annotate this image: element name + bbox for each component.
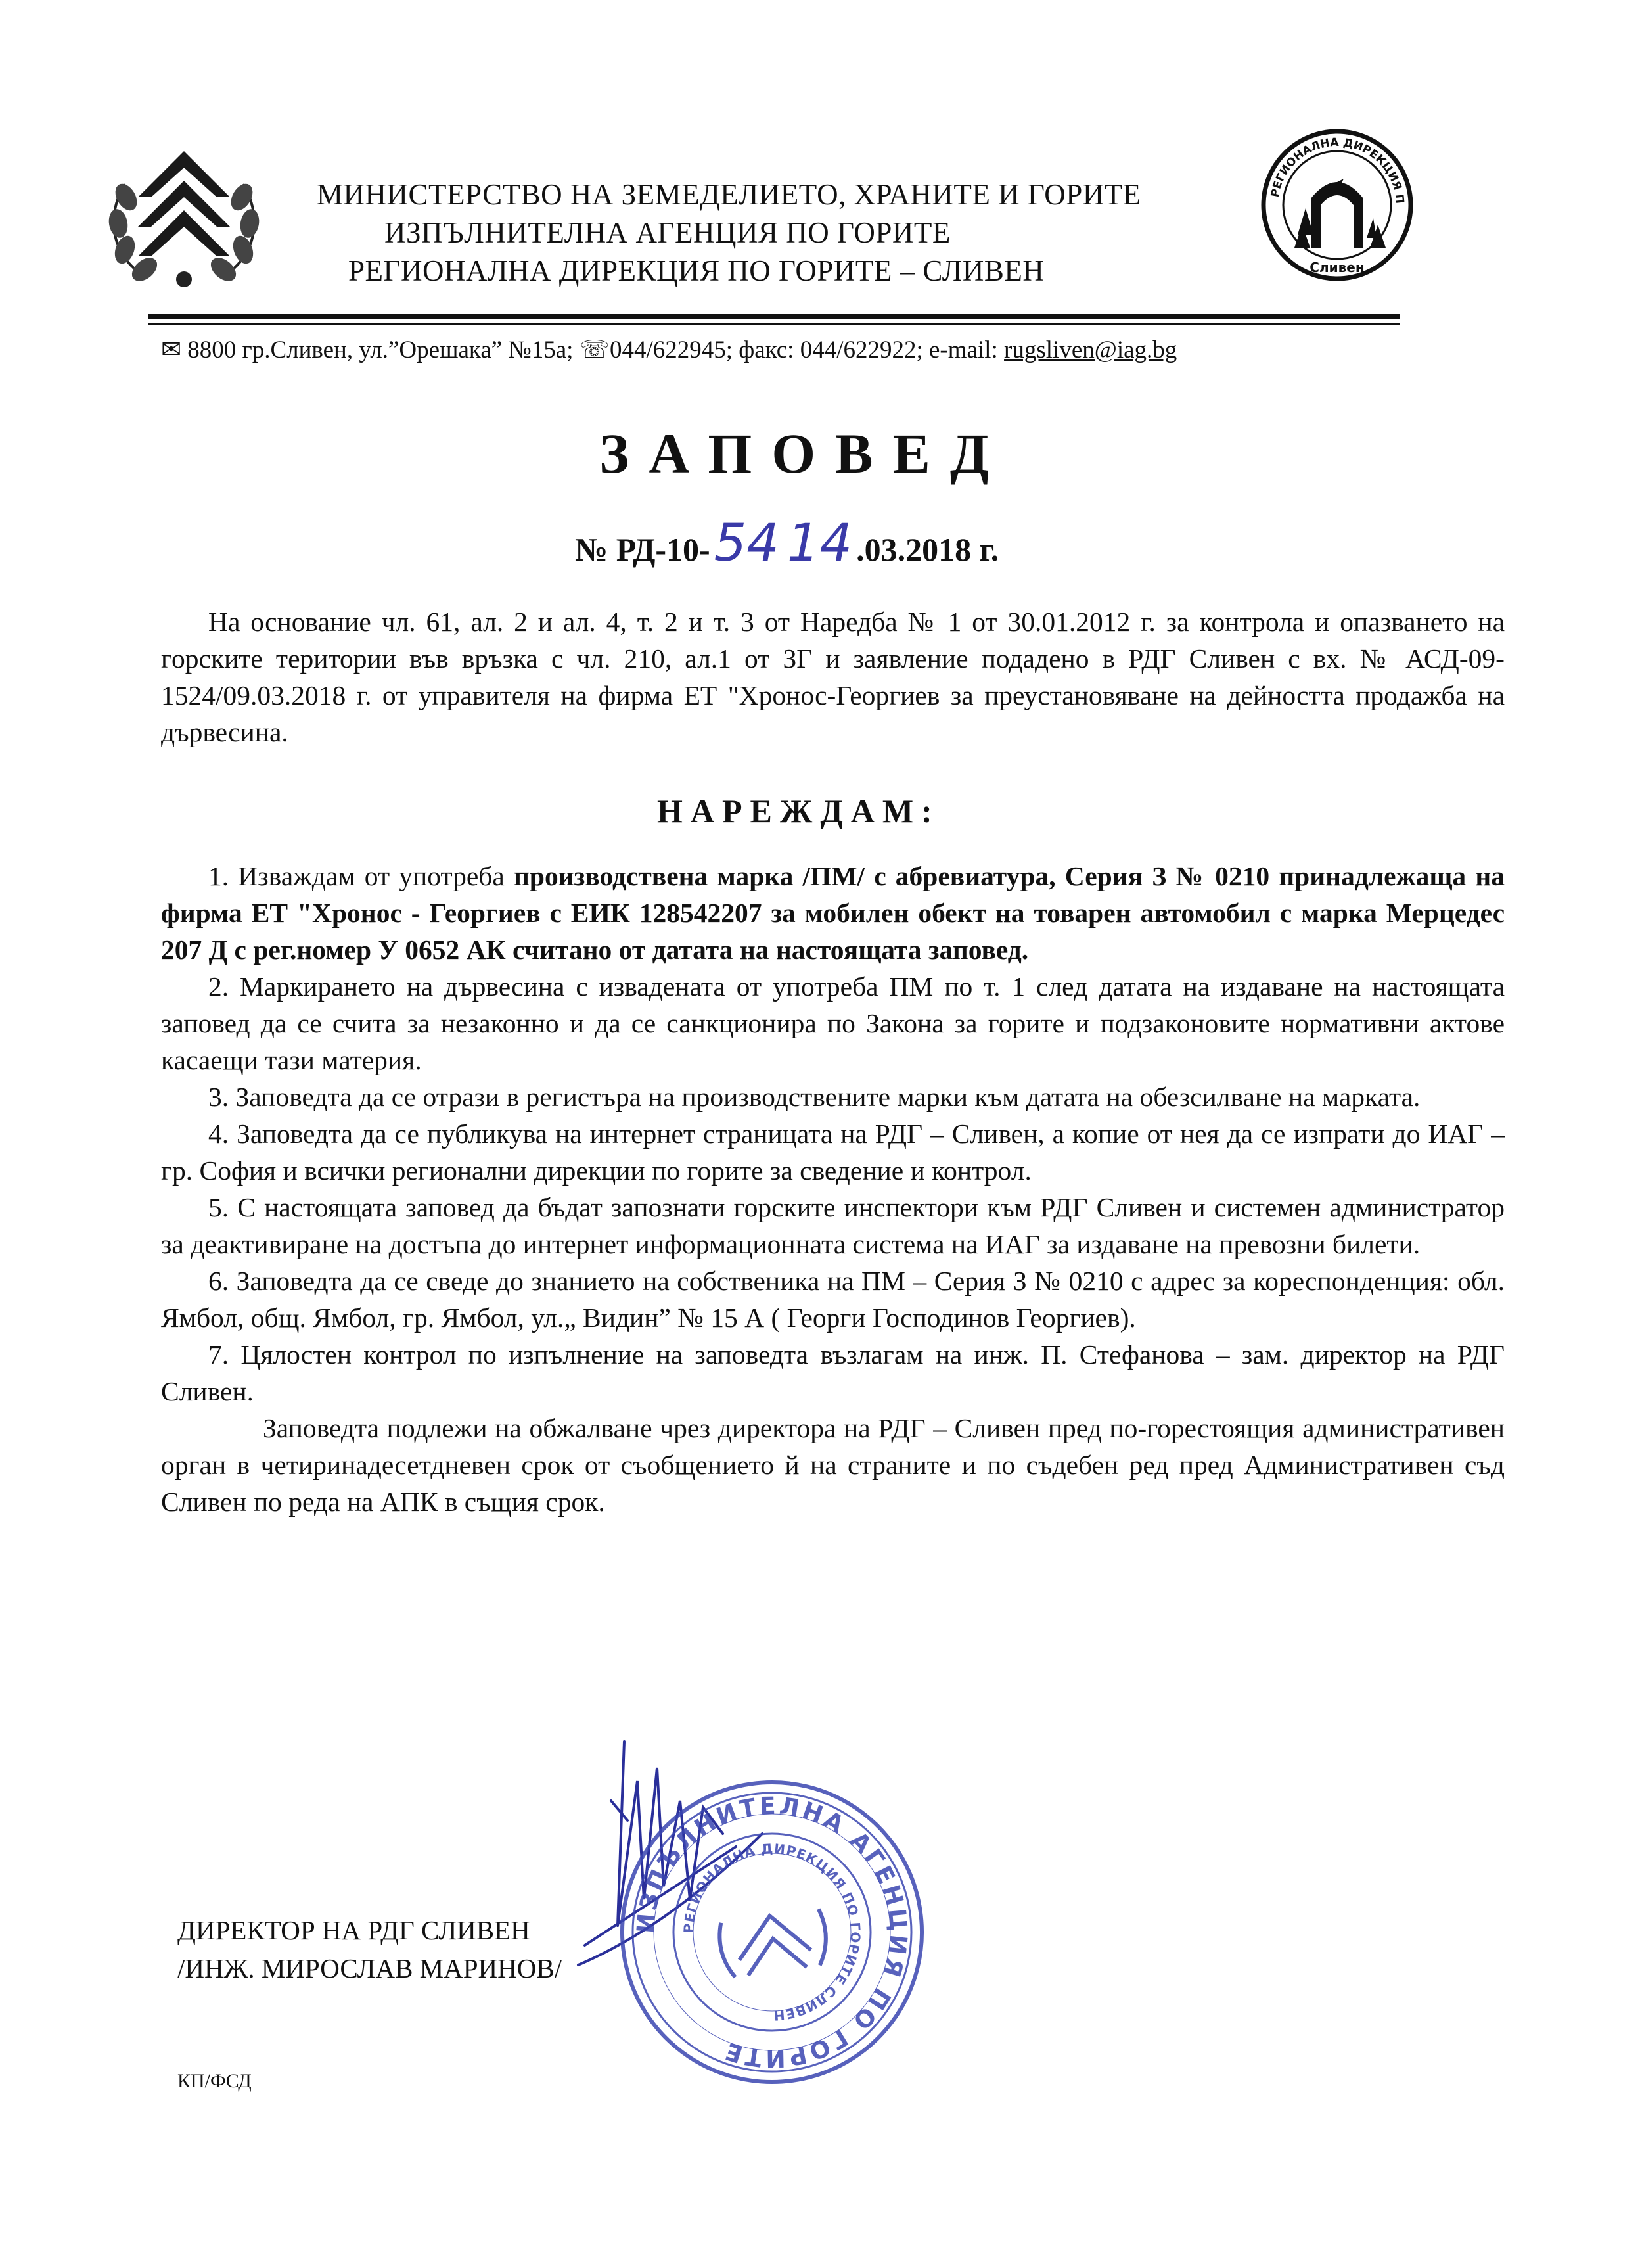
- order-number: [575, 514, 999, 573]
- header-rule-thin: [148, 323, 1400, 325]
- signature-block: [177, 1911, 562, 1987]
- item-4: 4. Заповедта да се публикува на интернет страницата на РДГ – Сливен, а копие от нея да се изпрати до ИАГ – гр. София и всички регионални дирекции по горите за сведение и контрол.: [161, 1119, 1505, 1186]
- item-7: 7. Цялостен контрол по изпълнение на заповедта възлагам на инж. П. Стефанова – зам. директор на РДГ Сливен.: [161, 1339, 1505, 1406]
- item-3: 3. Заповедта да се отрази в регистъра на производствените марки към датата на обезсилване на марката.: [208, 1082, 1421, 1112]
- header-ministry: МИНИСТЕРСТВО НА ЗЕМЕДЕЛИЕТО, ХРАНИТЕ И ГОРИТЕ: [317, 178, 1141, 211]
- header-rule-thick: [148, 314, 1400, 319]
- item-1-text: 1. Изваждам от употреба: [208, 861, 514, 891]
- signatory-name: /ИНЖ. МИРОСЛАВ МАРИНОВ/: [177, 1953, 562, 1983]
- contact-line: [161, 335, 1177, 364]
- preamble: [161, 603, 1505, 751]
- footer-initials: КП/ФСД: [177, 2070, 252, 2092]
- preamble-text: На основание чл. 61, ал. 2 и ал. 4, т. 2 и т. 3 от Наредба № 1 от 30.01.2012 г. за контрола и опазването на горските територии във връзка с чл. 210, ал.1 от ЗГ и заявление подадено в РДГ Сливен с вх. № АСД-09-1524/09.03.2018 г. от управителя на фирма ЕТ "Хронос-Георгиев за преустановяване на дейността продажба на дървесина.: [161, 607, 1505, 747]
- handwritten-number: 54: [714, 514, 779, 573]
- appeal-text: Заповедта подлежи на обжалване чрез директора на РДГ – Сливен пред по-горестоящия административен орган в четиринадесетдневен срок от съобщението й на страните и по съдебен ред пред Административен съд Сливен по реда на АПК в същия срок.: [161, 1413, 1505, 1517]
- header-directorate: РЕГИОНАЛНА ДИРЕКЦИЯ ПО ГОРИТЕ – СЛИВЕН: [348, 254, 1045, 287]
- item-2: 2. Маркирането на дървесина с извадената от употреба ПМ по т. 1 след датата на издаване на настоящата заповед да се счита за незаконно и да се санкционира по Закона за горите и подзаконовите нормативни актове касаещи тази материя.: [161, 971, 1505, 1075]
- phone-fax-text: 044/622945; факс: 044/622922; e-mail:: [609, 336, 1005, 363]
- ministry-emblem: [99, 145, 269, 296]
- order-number-suffix: .03.2018 г.: [856, 531, 999, 568]
- order-number-prefix: № РД-10-: [575, 531, 710, 568]
- handwritten-day: 14: [786, 514, 853, 573]
- order-heading: НАРЕЖДАМ:: [657, 793, 940, 829]
- svg-text:ИЗПЪЛНИТЕЛНА АГЕНЦИЯ ПО ГОРИТЕ: [616, 1774, 930, 2090]
- official-stamp: [594, 1754, 950, 2110]
- item-1: [161, 858, 1505, 968]
- order-items: [161, 858, 1505, 1520]
- header-agency: ИЗПЪЛНИТЕЛНА АГЕНЦИЯ ПО ГОРИТЕ: [384, 216, 951, 249]
- logo-arc-text: РЕГИОНАЛНА ДИРЕКЦИЯ П: [1268, 135, 1407, 204]
- mail-icon: ✉: [161, 335, 182, 363]
- phone-icon: ☏: [579, 335, 610, 363]
- item-1-bold: производствена марка /ПМ/ с абревиатура, Серия З № 0210 принадлежаща на фирма ЕТ "Хронос - Георгиев с ЕИК 128542207 за мобилен обект на товарен автомобил с марка Мерцедес 207 Д с рег.номер У 0652 АК считано от датата на настоящата заповед.: [161, 861, 1505, 965]
- email-link[interactable]: rugsliven@iag.bg: [1004, 336, 1177, 363]
- item-6: 6. Заповедта да се сведе до знанието на собственика на ПМ – Серия З № 0210 с адрес за кореспонденция: обл. Ямбол, общ. Ямбол, гр. Ямбол, ул.„ Видин” № 15 А ( Георги Господинов Георгиев).: [161, 1266, 1505, 1333]
- item-5: 5. С настоящата заповед да бъдат запознати горските инспектори към РДГ Сливен и системен администратор за деактивиране на достъпа до интернет информационната система на ИАГ за издаване на превозни билети.: [161, 1192, 1505, 1259]
- stamp-outer-text: ИЗПЪЛНИТЕЛНА АГЕНЦИЯ ПО ГОРИТЕ: [632, 1792, 912, 2072]
- signatory-position: ДИРЕКТОР НА РДГ СЛИВЕН: [177, 1915, 530, 1945]
- stamp-inner-text: РЕГИОНАЛНА ДИРЕКЦИЯ ПО ГОРИТЕ СЛИВЕН: [680, 1840, 864, 2024]
- address-text: 8800 гр.Сливен, ул.”Орешака” №15а;: [187, 336, 580, 363]
- document-title: ЗАПОВЕД: [599, 422, 1009, 485]
- directorate-logo: [1258, 126, 1416, 284]
- logo-city-text: Сливен: [1310, 260, 1365, 275]
- svg-text:РЕГИОНАЛНА ДИРЕКЦИЯ ПО ГОРИТЕ: [670, 1829, 875, 2035]
